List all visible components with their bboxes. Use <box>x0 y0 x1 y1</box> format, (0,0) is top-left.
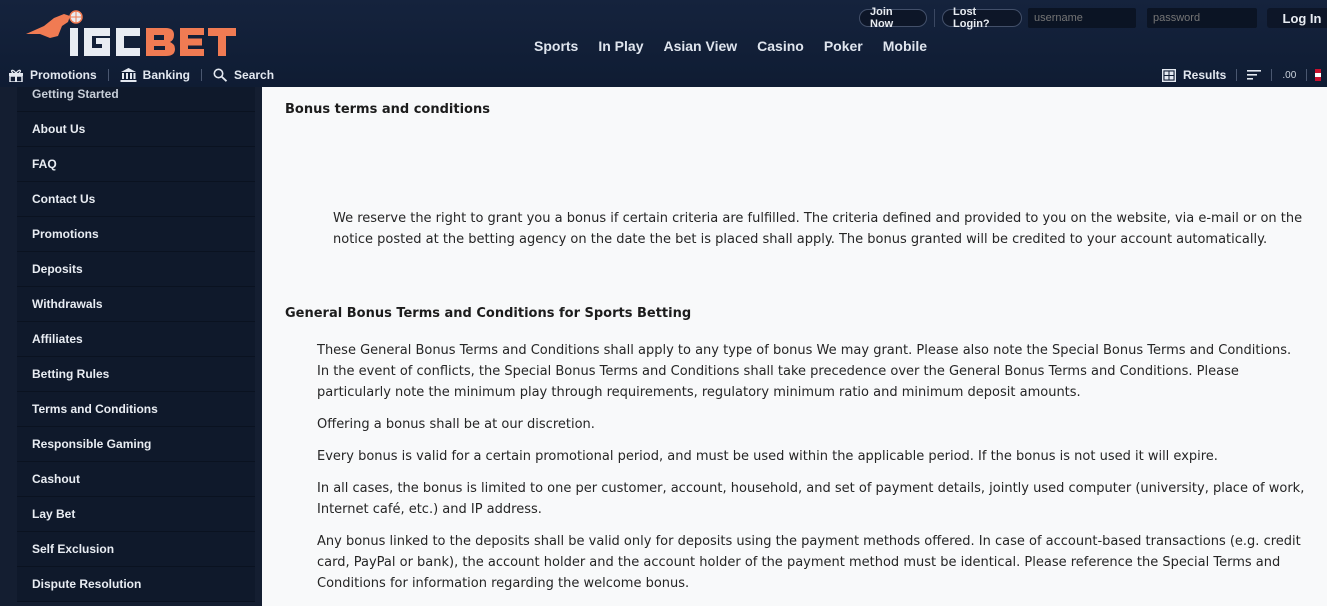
nav-in-play[interactable]: In Play <box>598 38 644 54</box>
gift-icon <box>8 68 24 82</box>
password-input[interactable] <box>1147 8 1257 28</box>
odds-format-selector[interactable]: .00 <box>1282 69 1297 81</box>
paragraph: In all cases, the bonus is limited to one per customer, account, household, and set of payment details, jointly used computer (university, place of work, Internet café, etc.) and IP address. <box>317 481 1305 517</box>
bank-icon <box>120 68 137 82</box>
divider <box>1236 69 1237 81</box>
paragraph: Every bonus is valid for a certain promotional period, and must be used within the applicable period. If the bonus is not used it will expire. <box>317 449 1218 464</box>
promotions-label: Promotions <box>30 68 97 82</box>
sidebar-item-responsible-gaming[interactable]: Responsible Gaming <box>17 427 255 462</box>
search-label: Search <box>234 68 275 82</box>
terms-content <box>262 87 1327 606</box>
divider <box>108 69 109 81</box>
main-nav <box>534 38 947 54</box>
sidebar-item-promotions[interactable]: Promotions <box>17 217 255 252</box>
nav-sports[interactable]: Sports <box>534 38 579 54</box>
results-label: Results <box>1183 68 1227 82</box>
sidebar-item-cashout[interactable]: Cashout <box>17 462 255 497</box>
sidebar-item-about-us[interactable]: About Us <box>17 112 255 147</box>
join-now-button[interactable]: Join Now <box>859 9 927 27</box>
banking-link[interactable] <box>120 68 190 82</box>
lost-login-button[interactable]: Lost Login? <box>942 9 1022 27</box>
paragraph: These General Bonus Terms and Conditions shall apply to any type of bonus We may grant. Please also note the Special Bonus Terms and Conditions. In the event of conflicts, the Special Bonus Terms and Conditions shall take precedence over the General Bonus Terms and Conditions. Please particularly note the minimum play through requirements, regulatory minimum ratio and minimum deposit amounts. <box>317 343 1292 400</box>
paragraph: Any bonus linked to the deposits shall be valid only for deposits using the payment methods offered. In case of account-based transactions (e.g. credit card, PayPal or bank), the account holder and the account holder of the payment method must be identical. Please reference the Special Terms and Conditions for information regarding the welcome bonus. <box>317 534 1301 591</box>
search-link[interactable] <box>213 68 274 82</box>
nav-asian-view[interactable]: Asian View <box>663 38 738 54</box>
log-in-button[interactable]: Log In <box>1267 8 1327 28</box>
sidebar-item-terms-and-conditions[interactable]: Terms and Conditions <box>17 392 255 427</box>
divider <box>1306 69 1307 81</box>
sidebar-item-contact-us[interactable]: Contact Us <box>17 182 255 217</box>
site-header <box>0 0 1327 87</box>
results-grid-icon <box>1162 69 1176 82</box>
divider <box>201 69 202 81</box>
section-title: General Bonus Terms and Conditions for Sports Betting <box>285 306 692 321</box>
sidebar-item-deposits[interactable]: Deposits <box>17 252 255 287</box>
sub-nav <box>8 67 274 83</box>
sidebar-item-affiliates[interactable]: Affiliates <box>17 322 255 357</box>
search-icon <box>213 68 228 82</box>
sort-lines-icon[interactable] <box>1247 69 1261 81</box>
banking-label: Banking <box>142 68 191 82</box>
language-flag-icon[interactable] <box>1315 69 1321 81</box>
sidebar-item-dispute-resolution[interactable]: Dispute Resolution <box>17 567 255 602</box>
sidebar-item-faq[interactable]: FAQ <box>17 147 255 182</box>
intro-paragraph: We reserve the right to grant you a bonus if certain criteria are fulfilled. The criteria defined and provided to you on the website, via e-mail or on the notice posted at the betting agency on the date the bet is placed shall apply. The bonus granted will be credited to your account automatically. <box>333 211 1303 247</box>
divider <box>934 9 935 27</box>
nav-casino[interactable]: Casino <box>757 38 804 54</box>
sidebar-item-getting-started[interactable]: Getting Started <box>17 87 255 112</box>
sidebar-item-betting-rules[interactable]: Betting Rules <box>17 357 255 392</box>
sidebar-item-lay-bet[interactable]: Lay Bet <box>17 497 255 532</box>
sidebar-item-withdrawals[interactable]: Withdrawals <box>17 287 255 322</box>
utility-bar <box>1162 67 1321 83</box>
help-sidebar <box>0 87 262 606</box>
nav-poker[interactable]: Poker <box>823 38 863 54</box>
page-title: Bonus terms and conditions <box>285 102 490 117</box>
promotions-link[interactable] <box>8 68 97 82</box>
nav-mobile[interactable]: Mobile <box>882 38 928 54</box>
sidebar-menu <box>17 87 255 602</box>
site-logo[interactable] <box>24 8 239 60</box>
igcbet-logo-icon <box>24 8 239 60</box>
username-input[interactable] <box>1028 8 1136 28</box>
sidebar-item-self-exclusion[interactable]: Self Exclusion <box>17 532 255 567</box>
divider <box>1271 69 1272 81</box>
account-bar <box>859 8 1327 28</box>
paragraph: Offering a bonus shall be at our discretion. <box>317 417 595 432</box>
results-link[interactable] <box>1162 68 1226 82</box>
